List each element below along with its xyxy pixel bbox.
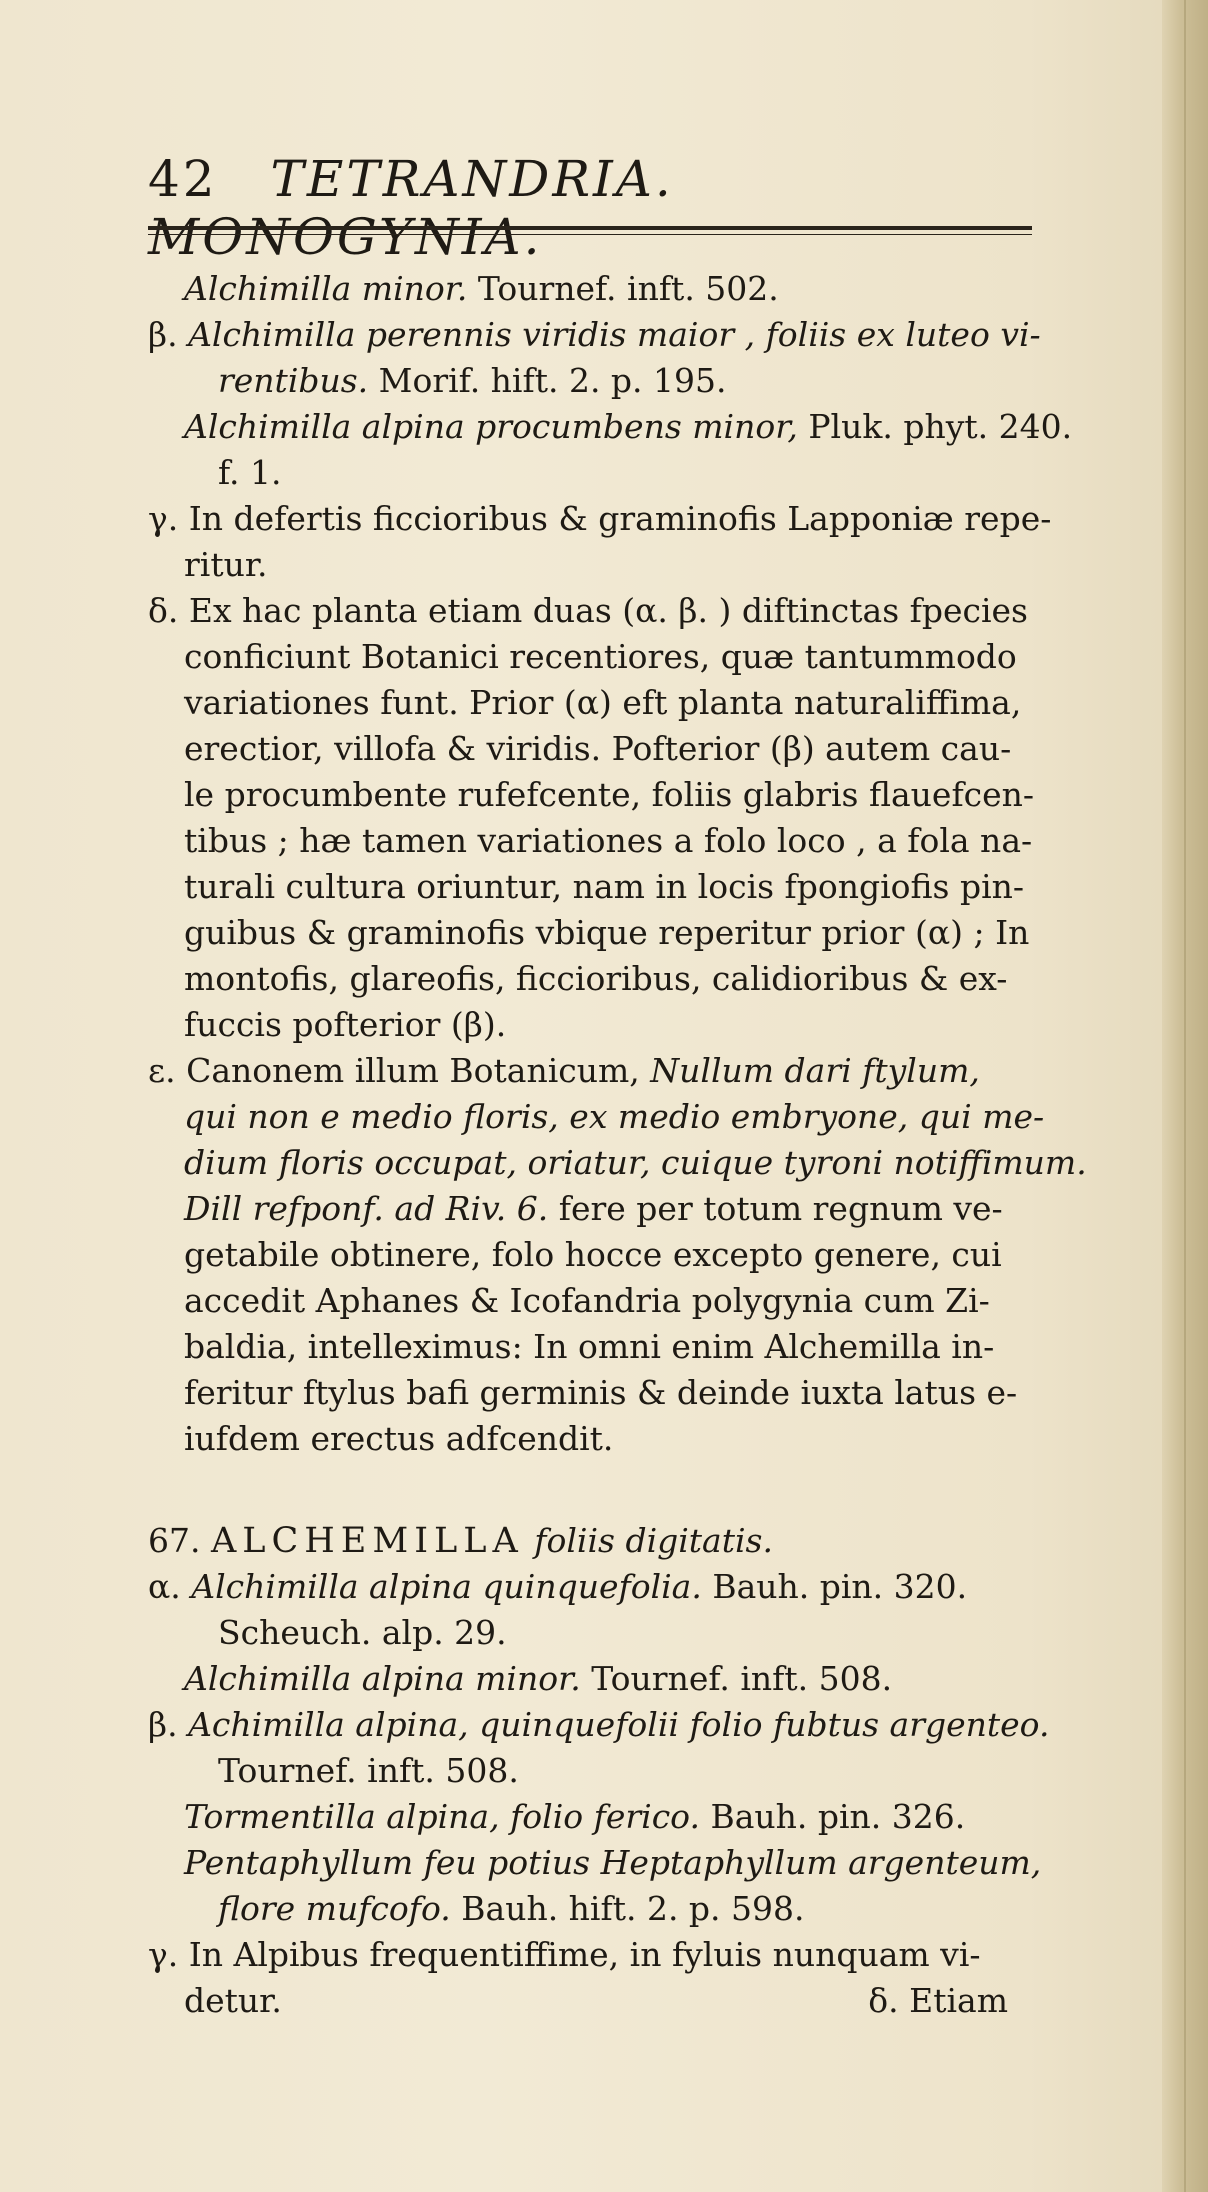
italic-text: Alchimilla alpina quinquefolia. [191, 1567, 702, 1606]
variety-marker: δ. [148, 591, 189, 630]
roman-text: fere per totum regnum ve- [548, 1189, 1003, 1228]
roman-text: Bauh. pin. 326. [699, 1797, 966, 1836]
text-line [148, 1324, 1028, 1370]
variety-marker: β. [148, 315, 189, 354]
text-line [148, 818, 1033, 864]
text-line [148, 1048, 1028, 1094]
variety-marker: ε. [148, 1051, 187, 1090]
italic-text: dium floris occupat, oriatur, cuique tyroni notiffimum. [184, 1143, 1087, 1182]
text-line [148, 1886, 1028, 1932]
text-line [148, 772, 1035, 818]
roman-text: baldia, intelleximus: In omni enim Alchemilla in- [184, 1327, 995, 1366]
italic-text: Pentaphyllum feu potius Heptaphyllum argenteum, [184, 1843, 1042, 1882]
roman-text: In defertis ficcioribus & graminofis Lapponiæ repe- [188, 499, 1052, 538]
text-line [148, 450, 1028, 496]
italic-text: qui non e medio floris, ex medio embryone, qui me- [184, 1097, 1045, 1136]
roman-text: Bauh. pin. 320. [701, 1567, 968, 1606]
text-line [148, 1140, 1087, 1186]
text-line [148, 1370, 1028, 1416]
text-line [148, 588, 1028, 634]
text-line [148, 1094, 1045, 1140]
text-line [148, 1794, 1028, 1840]
text-line [148, 726, 1028, 772]
italic-text: flore mufcofo. [218, 1889, 451, 1928]
text-line [148, 266, 1028, 312]
text-block-alchemilla-foliis-digitatis [148, 1518, 1050, 2024]
roman-text: tibus ; hæ tamen variationes a folo loco , a fola na- [184, 821, 1033, 860]
variety-marker: 67. [148, 1521, 211, 1560]
text-line [148, 1702, 1050, 1748]
text-line [148, 956, 1028, 1002]
italic-text: foliis digitatis. [523, 1521, 773, 1560]
roman-text: getabile obtinere, folo hocce excepto genere, cui [184, 1235, 1002, 1274]
text-line [148, 634, 1028, 680]
roman-text: f. 1. [218, 453, 282, 492]
roman-text: Morif. hift. 2. p. 195. [368, 361, 727, 400]
roman-text: Tournef. inft. 508. [580, 1659, 893, 1698]
roman-text: turali cultura oriuntur, nam in locis fpongiofis pin- [184, 867, 1025, 906]
running-header [148, 150, 1028, 266]
text-line [148, 1748, 1028, 1794]
roman-text: Bauh. hift. 2. p. 598. [450, 1889, 805, 1928]
genus-name: ALCHEMILLA [210, 1521, 524, 1561]
text-line [148, 864, 1028, 910]
text-line [148, 1002, 1028, 1048]
variety-marker: γ. [148, 1935, 189, 1974]
text-line [148, 1932, 1028, 1978]
running-title: TETRANDRIA. MONOGYNIA. [148, 150, 674, 266]
roman-text: Canonem illum Botanicum, [186, 1051, 651, 1090]
roman-text: Tournef. inft. 502. [467, 269, 779, 308]
text-line [148, 1840, 1042, 1886]
roman-text: fuccis pofterior (β). [184, 1005, 507, 1044]
roman-text: Ex hac planta etiam duas (α. β. ) diftinctas fpecies [188, 591, 1028, 630]
text-line [148, 496, 1052, 542]
text-line [148, 1518, 1028, 1564]
page-number: 42 [148, 150, 218, 208]
roman-text: guibus & graminofis vbique reperitur prior (α) ; In [184, 913, 1030, 952]
text-line [148, 1564, 1028, 1610]
roman-text: ritur. [184, 545, 268, 584]
italic-text: rentibus. [218, 361, 369, 400]
page-edge-line [1184, 0, 1186, 2192]
roman-text: Pluk. phyt. 240. [797, 407, 1073, 446]
text-line [148, 1978, 1028, 2024]
roman-text: iufdem erectus adfcendit. [184, 1419, 614, 1458]
roman-text: variationes funt. Prior (α) eft planta naturaliffima, [184, 683, 1022, 722]
roman-text: montofis, glareofis, ficcioribus, calidioribus & ex- [184, 959, 1008, 998]
italic-text: Alchimilla minor. [184, 269, 468, 308]
text-line [148, 1186, 1028, 1232]
text-line [148, 1610, 1028, 1656]
italic-text: Alchimilla alpina procumbens minor, [184, 407, 798, 446]
variety-marker: β. [148, 1705, 189, 1744]
italic-text: Alchimilla alpina minor. [184, 1659, 581, 1698]
text-line [148, 1416, 1028, 1462]
roman-text: In Alpibus frequentiffime, in fyluis nunquam vi- [188, 1935, 981, 1974]
roman-text: feritur ftylus bafi germinis & deinde iuxta latus e- [184, 1373, 1018, 1412]
text-line [148, 312, 1041, 358]
text-line [148, 910, 1028, 956]
header-rule [148, 226, 1032, 230]
roman-text: conficiunt Botanici recentiores, quæ tantummodo [184, 637, 1017, 676]
text-line [148, 404, 1073, 450]
text-line [148, 1232, 1028, 1278]
italic-text: Nullum dari ftylum, [650, 1051, 980, 1090]
catchword: δ. Etiam [868, 1981, 1008, 2020]
text-line [148, 1278, 1028, 1324]
text-line [148, 680, 1028, 726]
variety-marker: γ. [148, 499, 189, 538]
text-line [148, 1656, 1028, 1702]
header-rule-thin [148, 234, 1032, 235]
variety-marker: α. [148, 1567, 192, 1606]
text-block-alchimilla-minor [148, 266, 1087, 1462]
italic-text: Alchimilla perennis viridis maior , foliis ex luteo vi- [188, 315, 1041, 354]
roman-text: detur. [184, 1981, 282, 2020]
roman-text: le procumbente rufefcente, foliis glabris flauefcen- [184, 775, 1035, 814]
text-line [148, 542, 1028, 588]
roman-text: Scheuch. alp. 29. [218, 1613, 507, 1652]
italic-text: Dill refponf. ad Riv. 6. [184, 1189, 549, 1228]
roman-text: accedit Aphanes & Icofandria polygynia cum Zi- [184, 1281, 990, 1320]
section-gap [148, 1462, 1028, 1518]
italic-text: Achimilla alpina, quinquefolii folio fubtus argenteo. [188, 1705, 1050, 1744]
page-body [148, 266, 1087, 2024]
text-line [148, 358, 1028, 404]
roman-text: Tournef. inft. 508. [218, 1751, 519, 1790]
italic-text: Tormentilla alpina, folio ferico. [184, 1797, 700, 1836]
roman-text: erectior, villofa & viridis. Pofterior (β) autem cau- [184, 729, 1012, 768]
